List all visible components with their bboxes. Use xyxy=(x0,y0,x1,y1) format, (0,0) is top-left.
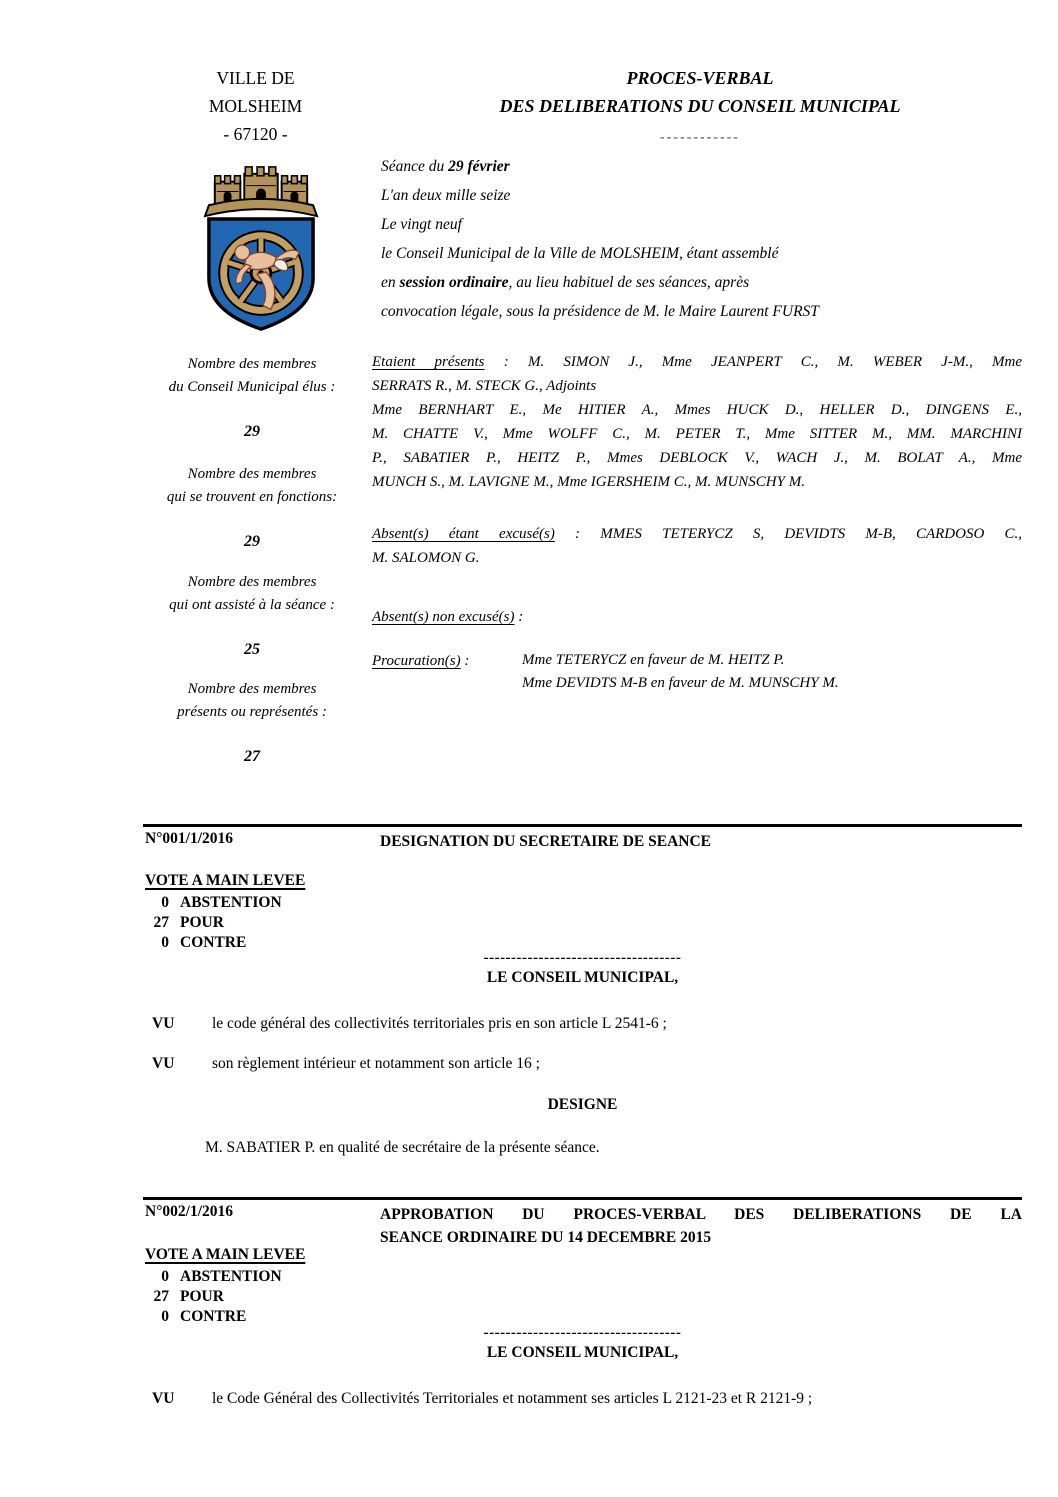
presents-label: Etaient présents xyxy=(372,354,485,370)
vote-count: 0 xyxy=(161,1268,169,1285)
membres-label: Nombre des membres xyxy=(187,356,317,372)
membres-assiste xyxy=(141,571,363,661)
vote-option-label: CONTRE xyxy=(180,1308,247,1325)
vote-option-label: POUR xyxy=(180,914,224,931)
membres-count: 27 xyxy=(244,748,260,765)
seance-session-line: en session ordinaire, au lieu habituel de ses séances, après xyxy=(381,274,750,291)
deliberation-title xyxy=(380,1203,1022,1249)
vote-row xyxy=(145,1267,305,1287)
vu-text: le Code Général des Collectivités Territoriales et notamment ses articles L 2121-23 et R 2121-9 ; xyxy=(212,1390,813,1407)
vote-option-label: CONTRE xyxy=(180,934,247,951)
absents-non-excuses-label: Absent(s) non excusé(s) xyxy=(372,609,515,625)
seance-assembly-line: le Conseil Municipal de la Ville de MOLSHEIM, étant assemblé xyxy=(381,245,779,262)
membres-label: qui ont assisté à la séance : xyxy=(169,597,335,613)
vu-label: VU xyxy=(152,1055,175,1072)
vu-text: son règlement intérieur et notamment son article 16 ; xyxy=(212,1055,540,1072)
mural-crown-icon xyxy=(205,167,317,216)
absents-excuses-line2: M. SALOMON G. xyxy=(372,550,480,566)
vu-item xyxy=(145,1054,1023,1074)
header-dashed-separator: ------------ xyxy=(660,130,740,145)
doc-title-line2: DES DELIBERATIONS DU CONSEIL MUNICIPAL xyxy=(499,96,901,116)
dashed-separator: ------------------------------------ xyxy=(483,1325,682,1341)
city-block xyxy=(168,64,343,148)
city-name-line1: VILLE DE xyxy=(216,68,295,88)
membres-elus xyxy=(141,353,363,443)
absents-excuses-label: Absent(s) étant excusé(s) xyxy=(372,526,555,542)
council-heading: LE CONSEIL MUNICIPAL, xyxy=(486,1344,679,1361)
vote-row xyxy=(145,1307,305,1327)
council-heading: LE CONSEIL MUNICIPAL, xyxy=(486,969,679,986)
seance-convocation-line: convocation légale, sous la présidence de M. le Maire Laurent FURST xyxy=(381,303,819,320)
vu-item xyxy=(145,1014,1023,1034)
vote-block xyxy=(145,1245,305,1327)
deliberation-title-line: APPROBATION DU PROCES-VERBAL DES DELIBERATIONS DE LA xyxy=(380,1206,1022,1223)
membres-label: du Conseil Municipal élus : xyxy=(168,379,336,395)
vote-count: 27 xyxy=(153,914,169,931)
deliberation-number: N°002/1/2016 xyxy=(145,1203,234,1220)
vote-option-label: ABSTENTION xyxy=(180,894,282,911)
seance-paragraph xyxy=(381,152,1027,326)
deliberation-title-line: SEANCE ORDINAIRE DU 14 DECEMBRE 2015 xyxy=(380,1229,712,1246)
membres-label: Nombre des membres xyxy=(187,681,317,697)
vu-label: VU xyxy=(152,1015,175,1032)
vote-count: 0 xyxy=(161,1308,169,1325)
deliberation-title xyxy=(380,830,1022,853)
seance-date-line: Séance du 29 février xyxy=(381,158,510,175)
vote-count: 0 xyxy=(161,894,169,911)
presents-line: Mme BERNHART E., Me HITIER A., Mmes HUCK D., HELLER D., DINGENS E., xyxy=(372,402,1022,418)
membres-label: qui se trouvent en fonctions: xyxy=(166,489,338,505)
presents-line: P., SABATIER P., HEITZ P., Mmes DEBLOCK V., WACH J., M. BOLAT A., Mme xyxy=(372,450,1022,466)
vote-option-label: POUR xyxy=(180,1288,224,1305)
membres-count: 29 xyxy=(244,533,260,550)
section-rule xyxy=(143,1197,1022,1200)
presents-line: SERRATS R., M. STECK G., Adjoints xyxy=(372,378,597,394)
membres-count: 29 xyxy=(244,423,260,440)
deliberation-number: N°001/1/2016 xyxy=(145,830,234,847)
procurations-lines xyxy=(522,649,839,695)
vote-row xyxy=(145,913,305,933)
procurations-block xyxy=(372,649,1022,695)
document-title xyxy=(378,64,1022,120)
vote-option-label: ABSTENTION xyxy=(180,1268,282,1285)
vote-method-label: VOTE A MAIN LEVEE xyxy=(145,872,306,889)
seance-day-line: Le vingt neuf xyxy=(381,216,462,233)
designe-heading: DESIGNE xyxy=(547,1096,618,1113)
doc-title-line1: PROCES-VERBAL xyxy=(626,68,774,88)
deliberation-title-line: DESIGNATION DU SECRETAIRE DE SEANCE xyxy=(380,833,712,850)
molsheim-coat-of-arms xyxy=(197,162,325,334)
membres-representes xyxy=(141,678,363,768)
absents-excuses-line: Absent(s) étant excusé(s) : MMES TETERYCZ S, DEVIDTS M-B, CARDOSO C., xyxy=(372,526,1022,542)
procurations-label-cell: Procuration(s) : xyxy=(372,653,470,669)
vote-row xyxy=(145,893,305,913)
vu-text: le code général des collectivités territoriales pris en son article L 2541-6 ; xyxy=(212,1015,667,1032)
procurations-label: Procuration(s) xyxy=(372,653,461,669)
section-rule xyxy=(143,824,1022,827)
designe-text: M. SABATIER P. en qualité de secrétaire de la présente séance. xyxy=(205,1139,600,1156)
presents-line: MUNCH S., M. LAVIGNE M., Mme IGERSHEIM C., M. MUNSCHY M. xyxy=(372,474,805,490)
vote-row xyxy=(145,1287,305,1307)
membres-label: Nombre des membres xyxy=(187,574,317,590)
membres-fonctions xyxy=(141,463,363,553)
presence-block xyxy=(372,350,1022,695)
vote-method-label: VOTE A MAIN LEVEE xyxy=(145,1246,306,1263)
membres-count: 25 xyxy=(244,641,260,658)
postal-code: - 67120 - xyxy=(223,124,288,144)
vote-count: 0 xyxy=(161,934,169,951)
city-name-line2: MOLSHEIM xyxy=(208,96,303,116)
membres-label: présents ou représentés : xyxy=(177,704,327,720)
vote-block xyxy=(145,871,305,953)
procuration-line: Mme DEVIDTS M-B en faveur de M. MUNSCHY M. xyxy=(522,675,839,691)
presents-line: Etaient présents : M. SIMON J., Mme JEANPERT C., M. WEBER J-M., Mme xyxy=(372,354,1023,370)
seance-year-line: L'an deux mille seize xyxy=(381,187,511,204)
membres-label: Nombre des membres xyxy=(187,466,317,482)
dashed-separator: ------------------------------------ xyxy=(483,950,682,966)
vu-label: VU xyxy=(152,1390,175,1407)
vu-item xyxy=(145,1389,1023,1409)
procuration-line: Mme TETERYCZ en faveur de M. HEITZ P. xyxy=(522,652,785,668)
presents-line: M. CHATTE V., Mme WOLFF C., M. PETER T., Mme SITTER M., MM. MARCHINI xyxy=(372,426,1022,442)
absents-non-excuses-line: Absent(s) non excusé(s) : xyxy=(372,609,524,625)
vote-count: 27 xyxy=(153,1288,169,1305)
